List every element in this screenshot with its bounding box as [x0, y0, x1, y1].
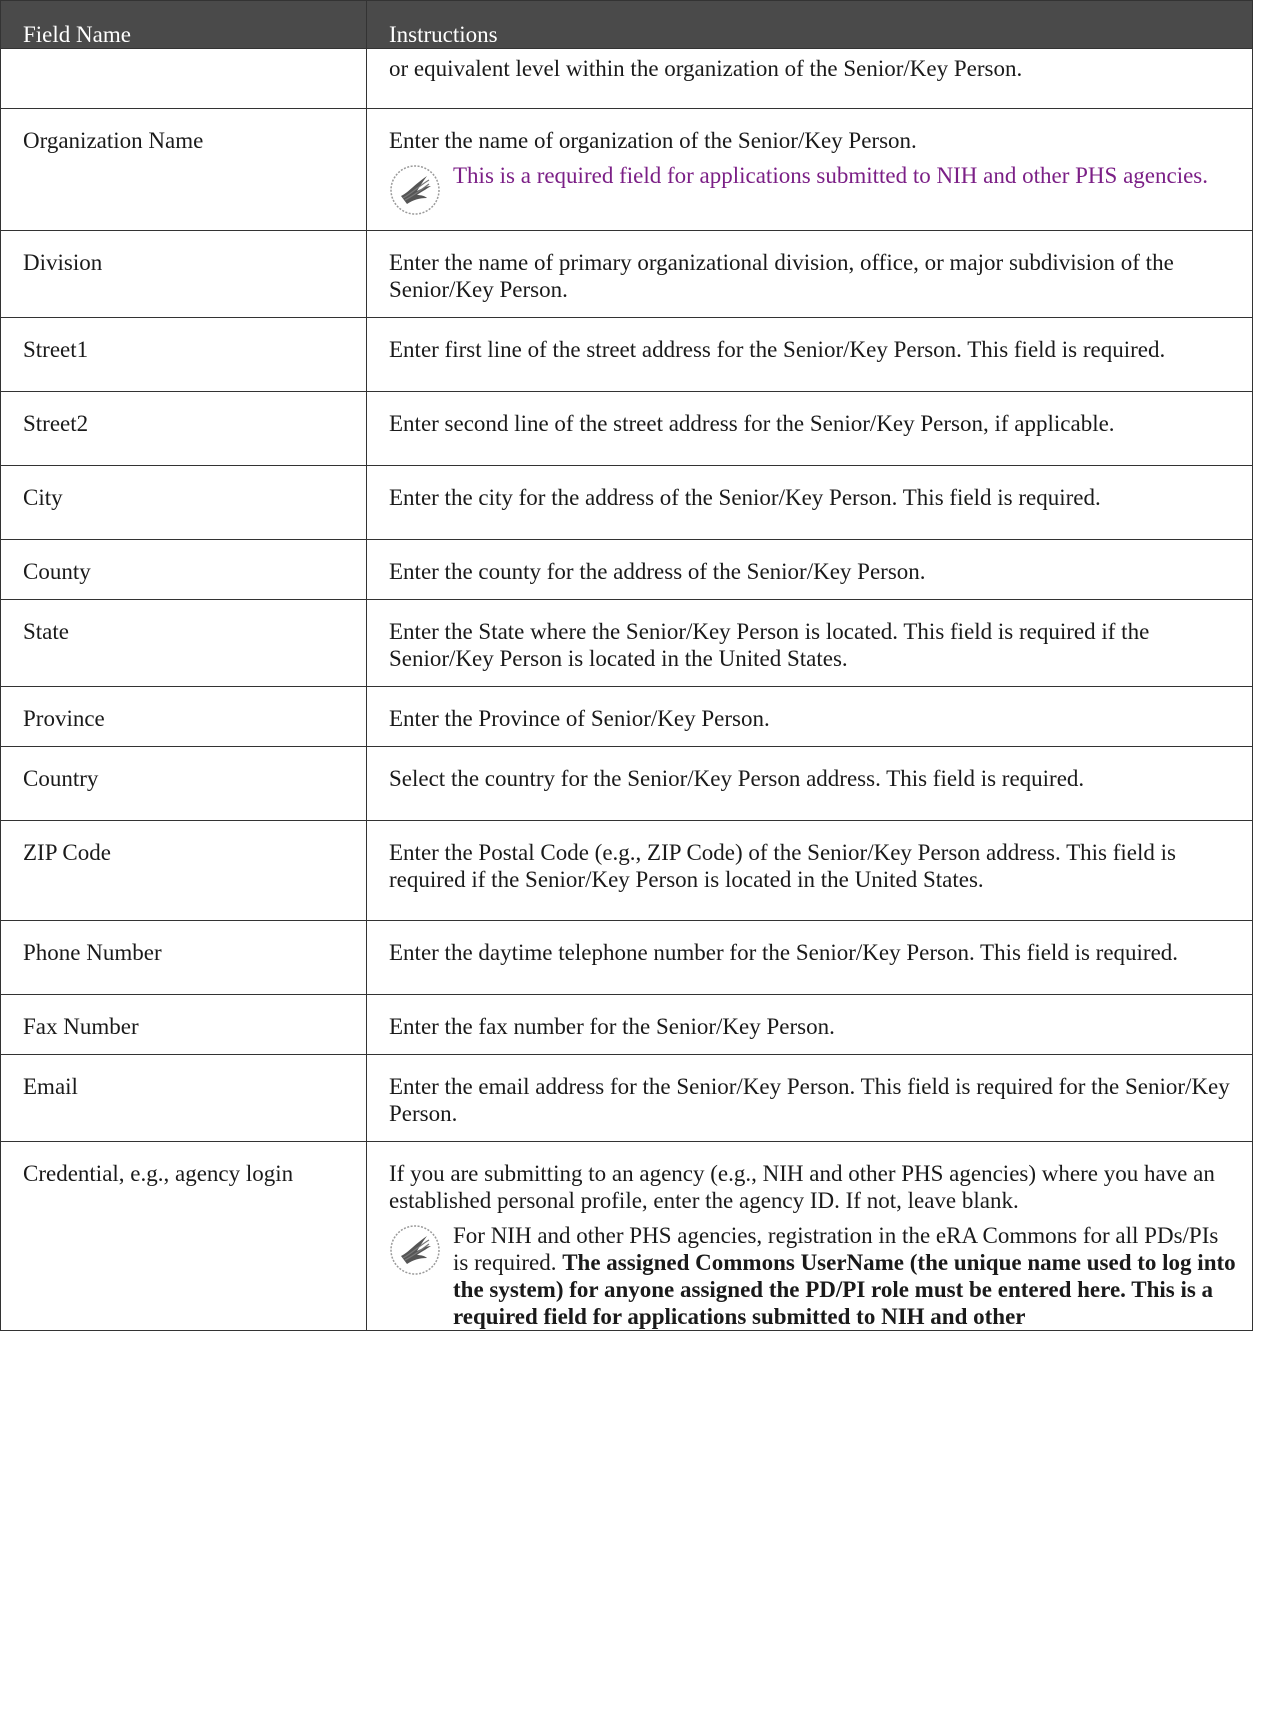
instruction-cell: Select the country for the Senior/Key Person address. This field is required.	[367, 747, 1253, 821]
table-header-row	[1, 1, 1253, 49]
instruction-cell	[367, 109, 1253, 231]
table-row	[1, 600, 1253, 687]
table-row	[1, 995, 1253, 1055]
instruction-cell: Enter the city for the address of the Senior/Key Person. This field is required.	[367, 466, 1253, 540]
field-cell: Email	[1, 1055, 367, 1142]
field-cell: Country	[1, 747, 367, 821]
instruction-cell	[367, 1142, 1253, 1331]
hhs-eagle-seal-icon	[389, 164, 447, 216]
field-cell: City	[1, 466, 367, 540]
instruction-cell: Enter the email address for the Senior/Key Person. This field is required for the Senior/Key Person.	[367, 1055, 1253, 1142]
field-cell: Phone Number	[1, 921, 367, 995]
table-row	[1, 392, 1253, 466]
instruction-cell: Enter the Postal Code (e.g., ZIP Code) of the Senior/Key Person address. This field is required if the Senior/Key Person is located in the United States.	[367, 821, 1253, 921]
note-plain-text: For NIH and other PHS agencies, registration in the eRA Commons for all PDs/PIs is required.	[453, 1223, 1219, 1275]
instruction-text: Enter the name of organization of the Senior/Key Person.	[389, 128, 917, 153]
note-text	[447, 1222, 1238, 1330]
table-row	[1, 466, 1253, 540]
field-cell: ZIP Code	[1, 821, 367, 921]
table-row	[1, 921, 1253, 995]
instruction-cell: Enter the county for the address of the Senior/Key Person.	[367, 540, 1253, 600]
field-cell: Province	[1, 687, 367, 747]
table-row	[1, 1142, 1253, 1331]
table-row	[1, 1055, 1253, 1142]
table-row	[1, 687, 1253, 747]
field-cell: State	[1, 600, 367, 687]
table-row	[1, 540, 1253, 600]
table-row	[1, 747, 1253, 821]
nih-note	[389, 162, 1238, 216]
instruction-cell: Enter the Province of Senior/Key Person.	[367, 687, 1253, 747]
nih-note	[389, 1222, 1238, 1330]
table-row	[1, 109, 1253, 231]
field-cell: Fax Number	[1, 995, 367, 1055]
field-cell: Credential, e.g., agency login	[1, 1142, 367, 1331]
table-row	[1, 318, 1253, 392]
table-row	[1, 49, 1253, 109]
field-cell: County	[1, 540, 367, 600]
instruction-cell: Enter the fax number for the Senior/Key Person.	[367, 995, 1253, 1055]
hhs-eagle-seal-icon	[389, 1224, 447, 1276]
field-cell: Street2	[1, 392, 367, 466]
table-row	[1, 231, 1253, 318]
field-cell: Division	[1, 231, 367, 318]
instruction-cell: Enter the State where the Senior/Key Person is located. This field is required if the Senior/Key Person is located in the United States.	[367, 600, 1253, 687]
instruction-cell: Enter first line of the street address for the Senior/Key Person. This field is required.	[367, 318, 1253, 392]
header-field-name: Field Name	[1, 1, 367, 49]
field-cell	[1, 49, 367, 109]
instruction-text: If you are submitting to an agency (e.g., NIH and other PHS agencies) where you have an established personal profile, enter the agency ID. If not, leave blank.	[389, 1161, 1215, 1213]
note-text: This is a required field for applications submitted to NIH and other PHS agencies.	[453, 163, 1208, 188]
field-cell: Organization Name	[1, 109, 367, 231]
instruction-cell: Enter second line of the street address for the Senior/Key Person, if applicable.	[367, 392, 1253, 466]
field-cell: Street1	[1, 318, 367, 392]
table-row	[1, 821, 1253, 921]
instruction-cell: Enter the name of primary organizational division, office, or major subdivision of the Senior/Key Person.	[367, 231, 1253, 318]
header-instructions: Instructions	[367, 1, 1253, 49]
instruction-cell: or equivalent level within the organization of the Senior/Key Person.	[367, 49, 1253, 109]
instruction-cell: Enter the daytime telephone number for the Senior/Key Person. This field is required.	[367, 921, 1253, 995]
note-bold-text: The assigned Commons UserName (the unique name used to log into the system) for anyone assigned the PD/PI role must be entered here. This is a required field for applications submitted to NIH and other	[453, 1250, 1236, 1329]
